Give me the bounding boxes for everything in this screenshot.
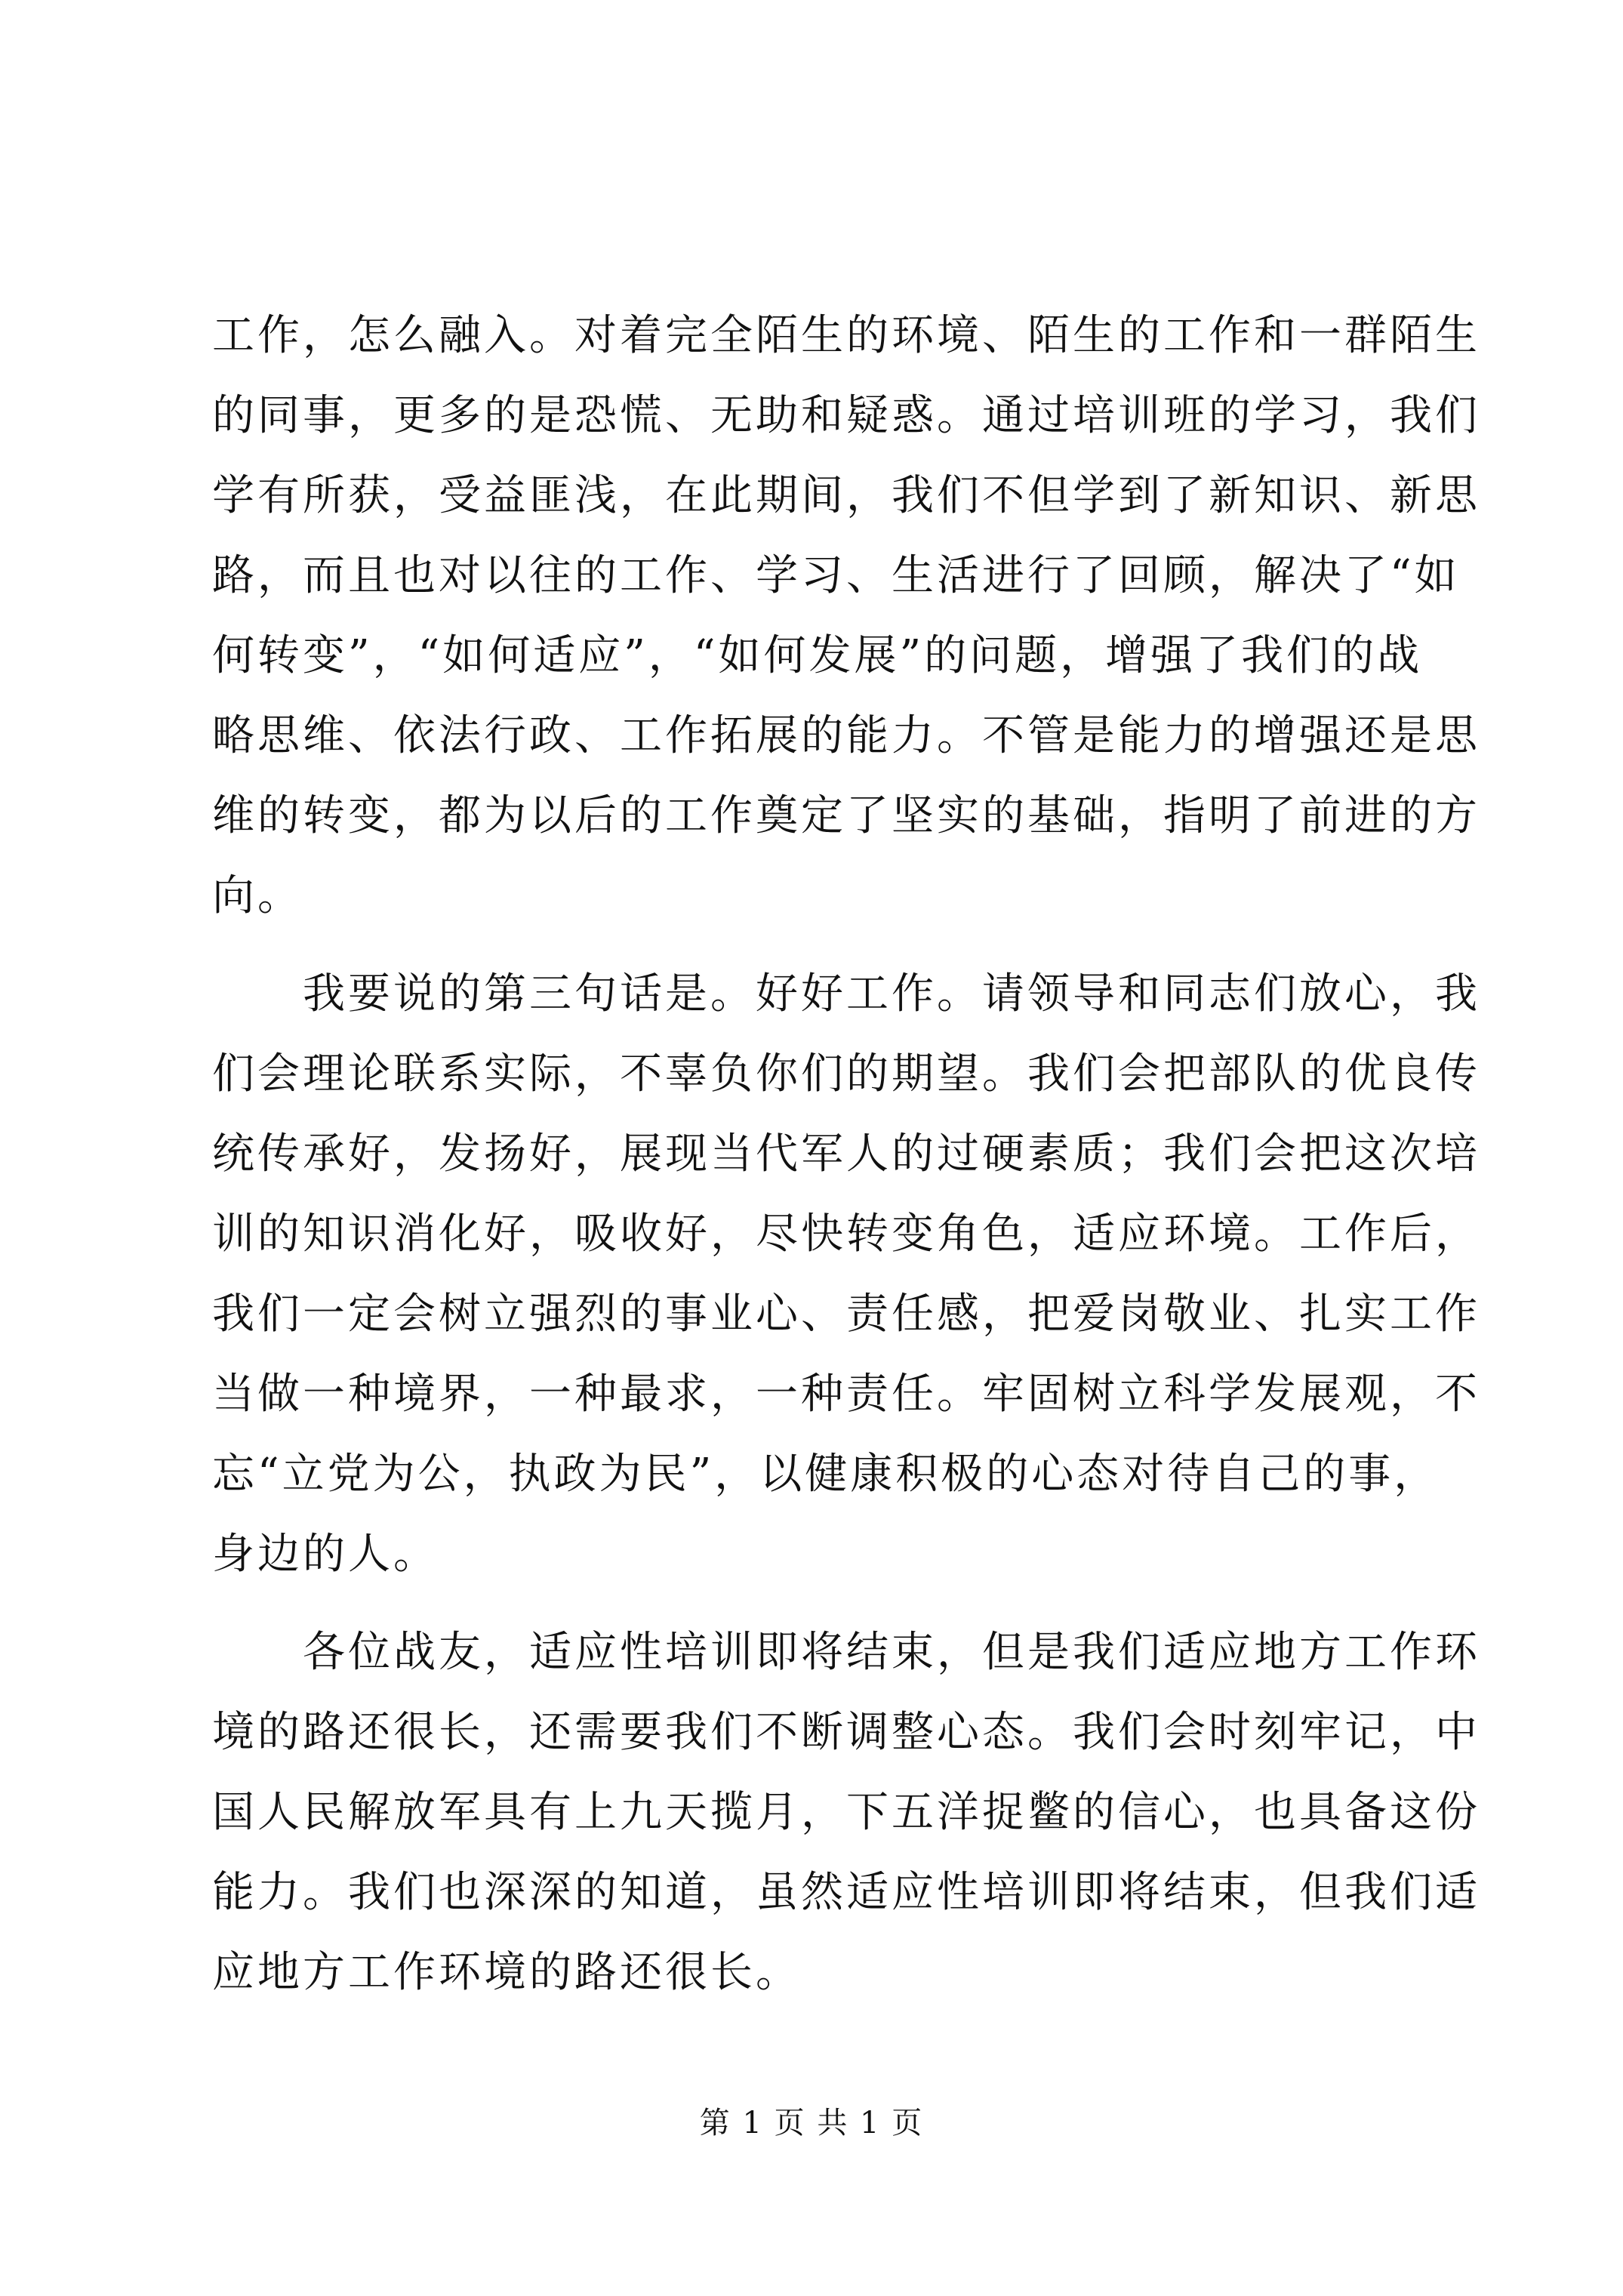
text-line: 各位战友，适应性培训即将结束，但是我们适应地方工作环 bbox=[212, 1628, 1480, 1677]
text-line: 能力。我们也深深的知道，虽然适应性培训即将结束，但我们适 bbox=[212, 1868, 1480, 1917]
text-line: 略思维、依法行政、工作拓展的能力。不管是能力的增强还是思 bbox=[212, 711, 1480, 760]
text-line: 当做一种境界，一种最求，一种责任。牢固树立科学发展观，不 bbox=[212, 1370, 1480, 1419]
text-line: 的同事，更多的是恐慌、无助和疑惑。通过培训班的学习，我们 bbox=[212, 391, 1480, 440]
text-line: 忘“立党为公，执政为民”，以健康积极的心态对待自己的事， bbox=[212, 1450, 1440, 1499]
text-line: 身边的人。 bbox=[212, 1530, 439, 1579]
text-line: 们会理论联系实际，不辜负你们的期望。我们会把部队的优良传 bbox=[212, 1049, 1480, 1099]
paragraph-1 bbox=[212, 296, 1480, 936]
text-line: 工作，怎么融入。对着完全陌生的环境、陌生的工作和一群陌生 bbox=[212, 311, 1480, 360]
text-line: 我们一定会树立强烈的事业心、责任感，把爱岗敬业、扎实工作 bbox=[212, 1290, 1480, 1339]
text-line: 国人民解放军具有上九天揽月，下五洋捉鳖的信心，也具备这份 bbox=[212, 1788, 1480, 1837]
text-line: 应地方工作环境的路还很长。 bbox=[212, 1948, 801, 1997]
paragraph-2 bbox=[212, 954, 1480, 1595]
paragraph-spacer bbox=[212, 936, 1435, 954]
paragraph-spacer bbox=[212, 1595, 1435, 1613]
body-text bbox=[212, 296, 1480, 2013]
text-line: 维的转变，都为以后的工作奠定了坚实的基础，指明了前进的方 bbox=[212, 791, 1480, 840]
text-line: 路，而且也对以往的工作、学习、生活进行了回顾，解决了“如 bbox=[212, 551, 1460, 600]
text-line: 训的知识消化好，吸收好，尽快转变角色，适应环境。工作后， bbox=[212, 1210, 1480, 1259]
text-line: 何转变”，“如何适应”，“如何发展”的问题，增强了我们的战 bbox=[212, 631, 1423, 680]
text-line: 境的路还很长，还需要我们不断调整心态。我们会时刻牢记，中 bbox=[212, 1708, 1480, 1757]
page-footer: 第 1 页 共 1 页 bbox=[699, 2106, 924, 2140]
text-line: 向。 bbox=[212, 871, 303, 920]
text-line: 统传承好，发扬好，展现当代军人的过硬素质；我们会把这次培 bbox=[212, 1130, 1480, 1179]
text-line: 学有所获，受益匪浅，在此期间，我们不但学到了新知识、新思 bbox=[212, 471, 1480, 520]
text-line: 我要说的第三句话是。好好工作。请领导和同志们放心，我 bbox=[212, 969, 1480, 1019]
paragraph-3 bbox=[212, 1613, 1480, 2013]
